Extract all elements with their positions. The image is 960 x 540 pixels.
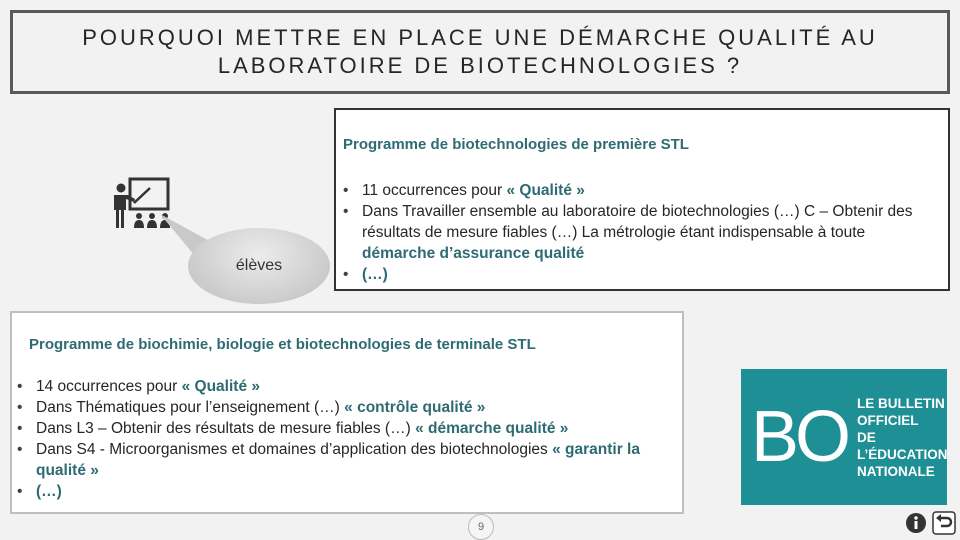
highlight-text: (…) bbox=[362, 266, 388, 283]
premiere-bullet-item bbox=[338, 180, 938, 201]
terminale-bullet-item bbox=[12, 481, 680, 502]
speech-bubble bbox=[188, 228, 330, 304]
highlight-text: « contrôle qualité » bbox=[344, 399, 486, 416]
bullet-text: Dans S4 - Microorganismes et domaines d’application des biotechnologies bbox=[36, 441, 553, 458]
bullet-text: Dans L3 – Obtenir des résultats de mesure fiables (…) bbox=[36, 420, 416, 437]
terminale-bullet-item bbox=[12, 439, 680, 481]
highlight-text: « Qualité » bbox=[181, 378, 261, 395]
terminale-bullet-item bbox=[12, 418, 680, 439]
slide-navigation bbox=[904, 511, 956, 535]
highlight-text: « garantir la qualité » bbox=[36, 441, 640, 479]
highlight-text: (…) bbox=[36, 483, 62, 500]
bo-logo-line: DE L’ÉDUCATION bbox=[857, 429, 948, 462]
bo-logo-line: OFFICIEL bbox=[857, 412, 919, 428]
slide-title-line1: POURQUOI METTRE EN PLACE UNE DÉMARCHE QUALITÉ AU bbox=[82, 25, 878, 50]
terminale-bullet-item bbox=[12, 397, 680, 418]
slide-title-line2: LABORATOIRE DE BIOTECHNOLOGIES ? bbox=[217, 53, 743, 78]
bullet-text: 14 occurrences pour bbox=[36, 378, 182, 395]
bo-logo-line: LE BULLETIN bbox=[857, 395, 945, 411]
terminale-bullet-item bbox=[12, 376, 680, 397]
terminale-heading: Programme de biochimie, biologie et biotechnologies de terminale STL bbox=[29, 336, 536, 353]
bullet-text: 11 occurrences pour bbox=[362, 182, 507, 199]
bo-logo-mark: BO bbox=[751, 397, 848, 477]
bubble-label: élèves bbox=[235, 257, 283, 274]
terminale-program-box bbox=[10, 311, 684, 514]
premiere-bullet-list bbox=[338, 180, 938, 285]
bullet-text: Dans Travailler ensemble au laboratoire de biotechnologies (…) C – Obtenir des résultats de mesure fiables (…) La métrologie étant indispensable à toute bbox=[362, 203, 913, 241]
terminale-bullet-list bbox=[12, 376, 680, 502]
info-icon[interactable] bbox=[904, 511, 928, 535]
highlight-text: démarche d’assurance qualité bbox=[362, 245, 585, 262]
bo-logo-line: NATIONALE bbox=[857, 463, 935, 479]
return-icon[interactable] bbox=[932, 511, 956, 535]
bo-logo bbox=[741, 369, 947, 505]
page-number: 9 bbox=[468, 514, 494, 540]
bo-logo-text bbox=[857, 395, 948, 480]
premiere-program-box bbox=[334, 108, 950, 291]
highlight-text: « Qualité » bbox=[506, 182, 585, 199]
premiere-heading: Programme de biotechnologies de première STL bbox=[343, 136, 689, 153]
premiere-bullet-item bbox=[338, 264, 938, 285]
slide-title bbox=[10, 10, 950, 94]
highlight-text: « démarche qualité » bbox=[415, 420, 569, 437]
bullet-text: Dans Thématiques pour l’enseignement (…) bbox=[36, 399, 345, 416]
premiere-bullet-item bbox=[338, 201, 938, 264]
